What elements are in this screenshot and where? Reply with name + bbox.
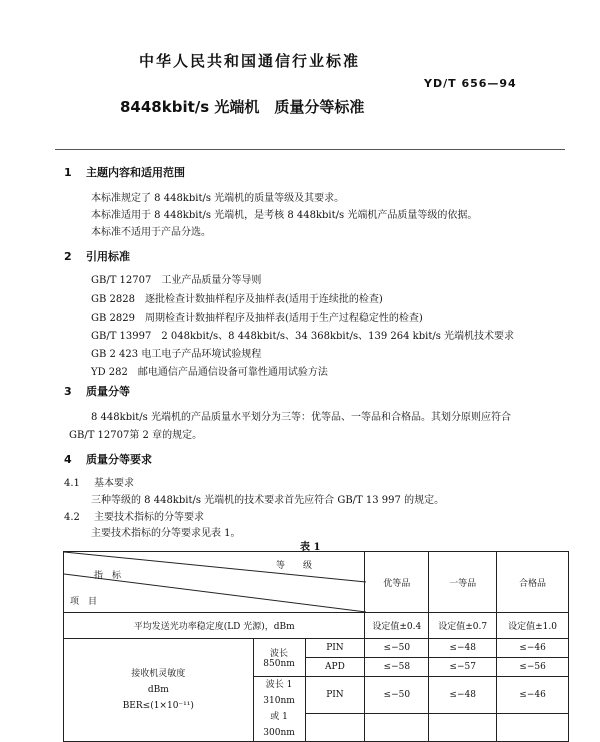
section-number: 2 bbox=[64, 250, 72, 263]
table-caption: 表 1 bbox=[300, 542, 321, 553]
reference-item: GB 2829 周期检查计数抽样程序及抽样表(适用于生产过程稳定性的检查) bbox=[91, 313, 423, 324]
reference-item: GB 2828 逐批检查计数抽样程序及抽样表(适用于连续批的检查) bbox=[91, 294, 383, 305]
reference-item: GB/T 12707 工业产品质量分等导则 bbox=[91, 275, 262, 286]
wavelength-line: 或 1 300nm bbox=[263, 712, 295, 738]
subsection-4-2-heading bbox=[64, 508, 204, 523]
table-row bbox=[64, 639, 569, 658]
grade-premium: 优等品 bbox=[365, 552, 429, 613]
subsection-4-1-text: 三种等级的 8 448kbit/s 光端机的技术要求首先应符合 GB/T 13 997 的规定。 bbox=[91, 495, 445, 506]
table-cell: ≤−48 bbox=[429, 639, 497, 658]
section-number: 3 bbox=[64, 385, 72, 398]
grading-table bbox=[63, 551, 569, 742]
table-cell bbox=[429, 714, 497, 742]
section-4-heading bbox=[64, 451, 152, 467]
diagonal-lines bbox=[64, 552, 366, 612]
table-cell: ≤−46 bbox=[497, 677, 569, 714]
section-number: 4 bbox=[64, 453, 72, 466]
table-cell: 设定值±0.7 bbox=[429, 613, 497, 639]
reference-item: GB/T 13997 2 048kbit/s、8 448kbit/s、34 368kbit/s、139 264 kbit/s 光端机技术要求 bbox=[91, 331, 515, 342]
section-title: 主题内容和适用范围 bbox=[86, 166, 185, 179]
subsection-title: 主要技术指标的分等要求 bbox=[94, 512, 204, 523]
section-1-para-2: 本标准适用于 8 448kbit/s 光端机，是考核 8 448kbit/s 光端机产品质量等级的依据。 bbox=[91, 210, 478, 221]
table-cell: ≤−50 bbox=[365, 639, 429, 658]
sensitivity-label bbox=[64, 639, 254, 742]
wavelength-850: 波长 850nm bbox=[253, 639, 305, 677]
section-1-heading bbox=[64, 164, 185, 180]
table-row bbox=[64, 613, 569, 639]
header-divider bbox=[55, 149, 565, 150]
header-item-label: 项 目 bbox=[70, 597, 98, 607]
wavelength-line: 波长 1 310nm bbox=[263, 680, 295, 706]
table-cell bbox=[497, 714, 569, 742]
subsection-4-1-heading bbox=[64, 474, 134, 489]
header-grade-label: 等 级 bbox=[276, 561, 313, 571]
grade-qualified: 合格品 bbox=[497, 552, 569, 613]
subsection-4-2-text: 主要技术指标的分等要求见表 1。 bbox=[91, 528, 241, 539]
section-title: 引用标准 bbox=[86, 250, 130, 263]
section-title: 质量分等 bbox=[86, 385, 130, 398]
table-cell: ≤−56 bbox=[497, 658, 569, 677]
reference-item: GB 2 423 电工电子产品环境试验规程 bbox=[91, 349, 262, 360]
table-cell: ≤−46 bbox=[497, 639, 569, 658]
header-index-label: 指 标 bbox=[94, 571, 122, 581]
diagonal-header-cell bbox=[64, 552, 365, 613]
section-1-para-1: 本标准规定了 8 448kbit/s 光端机的质量等级及其要求。 bbox=[91, 193, 345, 204]
section-1-para-3: 本标准不适用于产品分选。 bbox=[91, 227, 211, 238]
detector-type: APD bbox=[305, 658, 365, 677]
table-cell: ≤−48 bbox=[429, 677, 497, 714]
detector-type: PIN bbox=[305, 639, 365, 658]
table-cell: ≤−57 bbox=[429, 658, 497, 677]
section-2-heading bbox=[64, 248, 130, 264]
table-cell: ≤−50 bbox=[365, 677, 429, 714]
table-cell bbox=[305, 714, 365, 742]
section-title: 质量分等要求 bbox=[86, 453, 152, 466]
sensitivity-label-line: 接收机灵敏度 bbox=[131, 669, 186, 679]
sensitivity-label-line: BER≤(1×10⁻¹¹) bbox=[122, 701, 194, 711]
section-3-heading bbox=[64, 383, 130, 399]
table-cell: 设定值±1.0 bbox=[497, 613, 569, 639]
section-number: 1 bbox=[64, 166, 72, 179]
document-title: 8448kbit/s 光端机 质量分等标准 bbox=[120, 98, 365, 116]
section-3-para-2: GB/T 12707第 2 章的规定。 bbox=[69, 430, 203, 441]
reference-item: YD 282 邮电通信产品通信设备可靠性通用试验方法 bbox=[91, 367, 328, 378]
table-cell bbox=[365, 714, 429, 742]
section-3-para-1: 8 448kbit/s 光端机的产品质量水平划分为三等：优等品、一等品和合格品。其划分原则应符合 bbox=[91, 412, 511, 423]
table-cell: 设定值±0.4 bbox=[365, 613, 429, 639]
subsection-number: 4.2 bbox=[64, 512, 80, 523]
wavelength-1310 bbox=[253, 677, 305, 742]
grade-first-class: 一等品 bbox=[429, 552, 497, 613]
power-stability-label: 平均发送光功率稳定度(LD 光源)，dBm bbox=[64, 613, 365, 639]
standard-code: YD/T 656—94 bbox=[424, 77, 517, 90]
subsection-number: 4.1 bbox=[64, 478, 80, 489]
subsection-title: 基本要求 bbox=[94, 478, 134, 489]
industry-standard-title: 中华人民共和国通信行业标准 bbox=[139, 52, 361, 70]
table-cell: ≤−58 bbox=[365, 658, 429, 677]
detector-type: PIN bbox=[305, 677, 365, 714]
sensitivity-label-line: dBm bbox=[147, 685, 169, 695]
diagonal-header bbox=[64, 552, 364, 612]
